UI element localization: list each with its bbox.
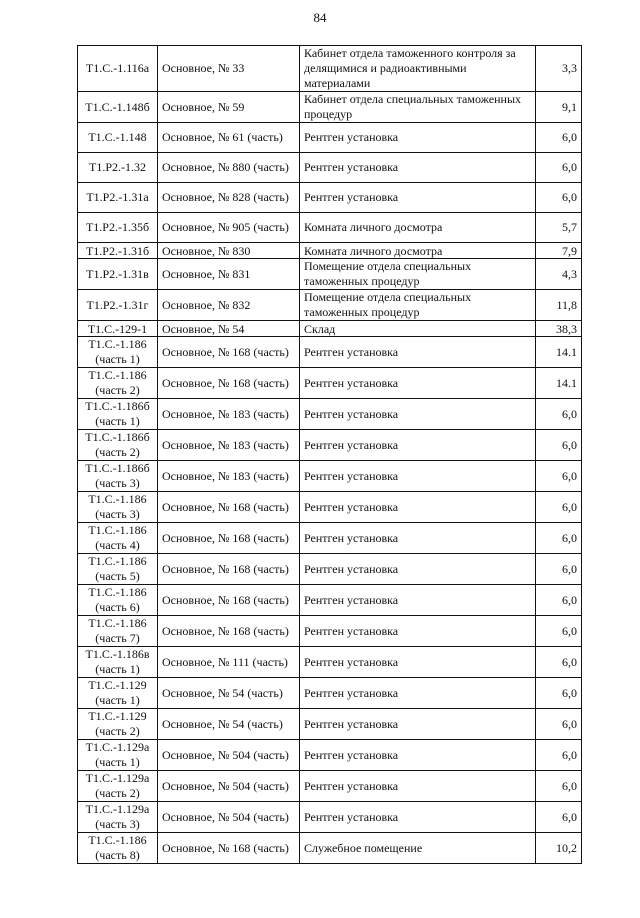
- table-row: [78, 123, 582, 153]
- table-row: [78, 321, 582, 337]
- room-name-cell: Рентген установка: [300, 523, 536, 554]
- room-number-cell: Основное, № 168 (часть): [158, 554, 300, 585]
- room-code-cell: Т1.С.-1.186 (часть 2): [78, 368, 158, 399]
- room-code-cell: Т1.С.-1.186 (часть 1): [78, 337, 158, 368]
- room-area-cell: 6,0: [536, 430, 582, 461]
- room-name-cell: Кабинет отдела специальных таможенных процедур: [300, 92, 536, 123]
- room-name-cell: Помещение отдела специальных таможенных процедур: [300, 290, 536, 321]
- room-code-cell: Т1.Р2.-1.35б: [78, 213, 158, 243]
- room-code-cell: Т1.С.-1.186б (часть 3): [78, 461, 158, 492]
- room-code-cell: Т1.С.-1.186в (часть 1): [78, 647, 158, 678]
- table-row: [78, 399, 582, 430]
- room-area-cell: 6,0: [536, 647, 582, 678]
- room-name-cell: Рентген установка: [300, 554, 536, 585]
- room-code-cell: Т1.С.-1.186 (часть 8): [78, 833, 158, 864]
- room-name-cell: Комната личного досмотра: [300, 243, 536, 259]
- room-code-cell: Т1.С.-1.186 (часть 3): [78, 492, 158, 523]
- room-number-cell: Основное, № 504 (часть): [158, 802, 300, 833]
- room-area-cell: 6,0: [536, 678, 582, 709]
- table-row: [78, 616, 582, 647]
- room-name-cell: Рентген установка: [300, 183, 536, 213]
- room-number-cell: Основное, № 168 (часть): [158, 368, 300, 399]
- room-name-cell: Рентген установка: [300, 492, 536, 523]
- room-name-cell: Рентген установка: [300, 678, 536, 709]
- room-code-cell: Т1.С.-1.129 (часть 1): [78, 678, 158, 709]
- room-code-cell: Т1.Р2.-1.31г: [78, 290, 158, 321]
- room-area-cell: 6,0: [536, 183, 582, 213]
- table-row: [78, 523, 582, 554]
- room-name-cell: Служебное помещение: [300, 833, 536, 864]
- room-number-cell: Основное, № 828 (часть): [158, 183, 300, 213]
- room-area-cell: 9,1: [536, 92, 582, 123]
- room-name-cell: Рентген установка: [300, 123, 536, 153]
- room-number-cell: Основное, № 830: [158, 243, 300, 259]
- table-row: [78, 678, 582, 709]
- table-row: [78, 802, 582, 833]
- room-area-cell: 7,9: [536, 243, 582, 259]
- premises-table: [77, 45, 582, 864]
- room-number-cell: Основное, № 54: [158, 321, 300, 337]
- room-area-cell: 6,0: [536, 153, 582, 183]
- table-row: [78, 709, 582, 740]
- room-area-cell: 14.1: [536, 337, 582, 368]
- room-number-cell: Основное, № 61 (часть): [158, 123, 300, 153]
- room-name-cell: Помещение отдела специальных таможенных процедур: [300, 259, 536, 290]
- room-number-cell: Основное, № 905 (часть): [158, 213, 300, 243]
- room-area-cell: 4,3: [536, 259, 582, 290]
- room-number-cell: Основное, № 183 (часть): [158, 399, 300, 430]
- table-row: [78, 183, 582, 213]
- room-code-cell: Т1.С.-1.129 (часть 2): [78, 709, 158, 740]
- table-row: [78, 46, 582, 92]
- table-row: [78, 833, 582, 864]
- room-number-cell: Основное, № 33: [158, 46, 300, 92]
- room-area-cell: 6,0: [536, 740, 582, 771]
- room-name-cell: Рентген установка: [300, 337, 536, 368]
- room-area-cell: 6,0: [536, 585, 582, 616]
- room-code-cell: Т1.С.-1.186б (часть 1): [78, 399, 158, 430]
- room-code-cell: Т1.С.-129-1: [78, 321, 158, 337]
- room-number-cell: Основное, № 168 (часть): [158, 492, 300, 523]
- room-area-cell: 6,0: [536, 399, 582, 430]
- room-name-cell: Рентген установка: [300, 802, 536, 833]
- room-area-cell: 6,0: [536, 802, 582, 833]
- room-code-cell: Т1.Р2.-1.31в: [78, 259, 158, 290]
- page-number: 84: [313, 10, 327, 25]
- table-row: [78, 461, 582, 492]
- room-number-cell: Основное, № 880 (часть): [158, 153, 300, 183]
- table-row: [78, 290, 582, 321]
- room-area-cell: 6,0: [536, 492, 582, 523]
- room-code-cell: Т1.С.-1.186 (часть 7): [78, 616, 158, 647]
- room-number-cell: Основное, № 59: [158, 92, 300, 123]
- room-code-cell: Т1.Р2.-1.31а: [78, 183, 158, 213]
- room-area-cell: 6,0: [536, 616, 582, 647]
- table-row: [78, 430, 582, 461]
- room-number-cell: Основное, № 504 (часть): [158, 740, 300, 771]
- table-row: [78, 771, 582, 802]
- room-number-cell: Основное, № 831: [158, 259, 300, 290]
- room-number-cell: Основное, № 54 (часть): [158, 709, 300, 740]
- room-code-cell: Т1.С.-1.129а (часть 3): [78, 802, 158, 833]
- room-area-cell: 6,0: [536, 123, 582, 153]
- room-name-cell: Рентген установка: [300, 585, 536, 616]
- table-row: [78, 243, 582, 259]
- room-name-cell: Рентген установка: [300, 771, 536, 802]
- table-row: [78, 368, 582, 399]
- room-number-cell: Основное, № 168 (часть): [158, 616, 300, 647]
- room-number-cell: Основное, № 168 (часть): [158, 585, 300, 616]
- room-code-cell: Т1.С.-1.129а (часть 1): [78, 740, 158, 771]
- room-area-cell: 14.1: [536, 368, 582, 399]
- table-row: [78, 213, 582, 243]
- room-area-cell: 6,0: [536, 771, 582, 802]
- room-area-cell: 6,0: [536, 554, 582, 585]
- room-name-cell: Склад: [300, 321, 536, 337]
- room-number-cell: Основное, № 183 (часть): [158, 461, 300, 492]
- table-row: [78, 259, 582, 290]
- room-name-cell: Рентген установка: [300, 647, 536, 678]
- room-area-cell: 3,3: [536, 46, 582, 92]
- room-code-cell: Т1.Р2.-1.32: [78, 153, 158, 183]
- room-code-cell: Т1.С.-1.129а (часть 2): [78, 771, 158, 802]
- table-row: [78, 153, 582, 183]
- room-code-cell: Т1.С.-1.186 (часть 5): [78, 554, 158, 585]
- table-row: [78, 647, 582, 678]
- room-code-cell: Т1.С.-1.186б (часть 2): [78, 430, 158, 461]
- room-name-cell: Рентген установка: [300, 740, 536, 771]
- table-row: [78, 554, 582, 585]
- room-name-cell: Рентген установка: [300, 153, 536, 183]
- room-name-cell: Рентген установка: [300, 399, 536, 430]
- room-code-cell: Т1.С.-1.148: [78, 123, 158, 153]
- room-number-cell: Основное, № 111 (часть): [158, 647, 300, 678]
- room-number-cell: Основное, № 832: [158, 290, 300, 321]
- room-area-cell: 11,8: [536, 290, 582, 321]
- room-number-cell: Основное, № 168 (часть): [158, 523, 300, 554]
- room-area-cell: 6,0: [536, 709, 582, 740]
- room-code-cell: Т1.С.-1.148б: [78, 92, 158, 123]
- room-code-cell: Т1.Р2.-1.31б: [78, 243, 158, 259]
- table-row: [78, 492, 582, 523]
- room-code-cell: Т1.С.-1.116а: [78, 46, 158, 92]
- room-code-cell: Т1.С.-1.186 (часть 6): [78, 585, 158, 616]
- table-row: [78, 337, 582, 368]
- table-row: [78, 740, 582, 771]
- room-number-cell: Основное, № 504 (часть): [158, 771, 300, 802]
- room-area-cell: 6,0: [536, 523, 582, 554]
- room-number-cell: Основное, № 54 (часть): [158, 678, 300, 709]
- table-row: [78, 92, 582, 123]
- room-code-cell: Т1.С.-1.186 (часть 4): [78, 523, 158, 554]
- room-name-cell: Комната личного досмотра: [300, 213, 536, 243]
- room-name-cell: Рентген установка: [300, 461, 536, 492]
- room-name-cell: Рентген установка: [300, 709, 536, 740]
- premises-table-body: [78, 46, 582, 864]
- room-area-cell: 6,0: [536, 461, 582, 492]
- room-number-cell: Основное, № 168 (часть): [158, 833, 300, 864]
- room-name-cell: Рентген установка: [300, 368, 536, 399]
- room-area-cell: 5,7: [536, 213, 582, 243]
- room-number-cell: Основное, № 168 (часть): [158, 337, 300, 368]
- room-area-cell: 10,2: [536, 833, 582, 864]
- room-name-cell: Кабинет отдела таможенного контроля за делящимися и радиоактивными материалами: [300, 46, 536, 92]
- room-area-cell: 38,3: [536, 321, 582, 337]
- room-name-cell: Рентген установка: [300, 616, 536, 647]
- room-number-cell: Основное, № 183 (часть): [158, 430, 300, 461]
- room-name-cell: Рентген установка: [300, 430, 536, 461]
- table-row: [78, 585, 582, 616]
